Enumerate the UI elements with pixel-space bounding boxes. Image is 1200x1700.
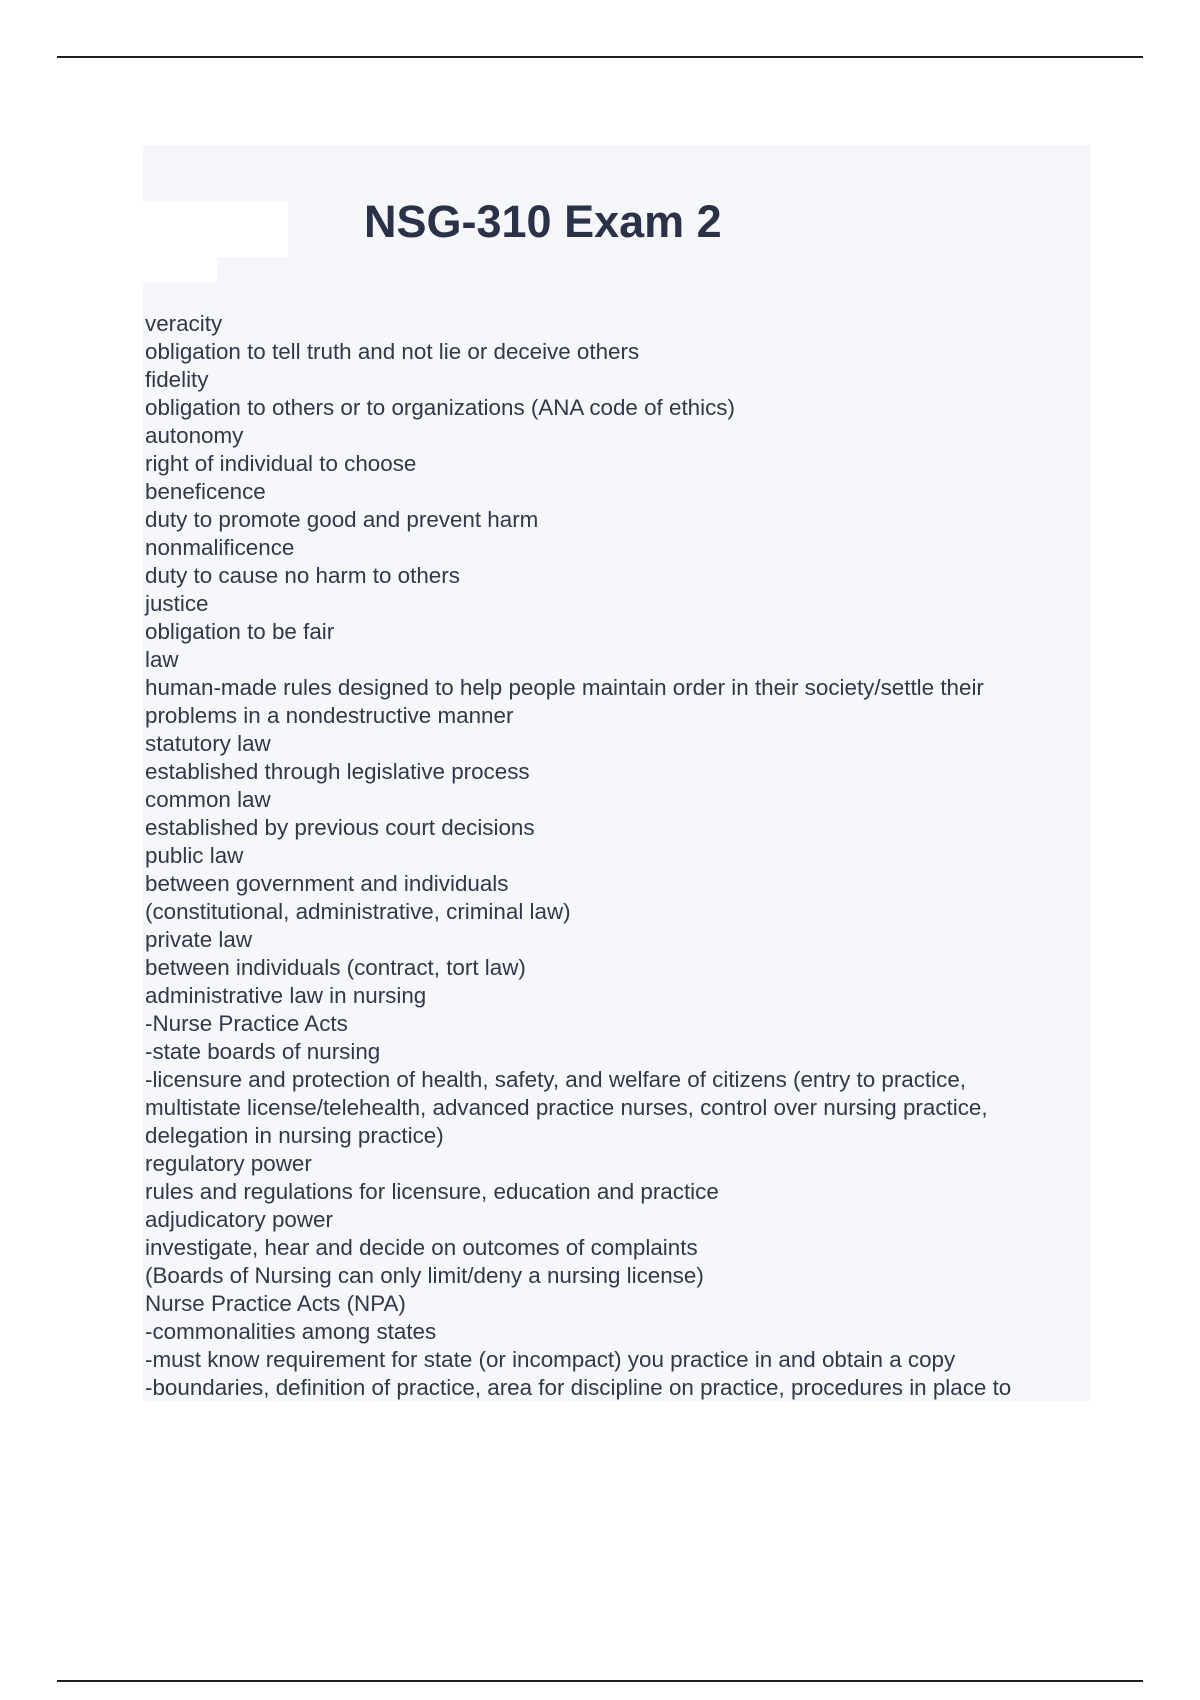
text-line: rules and regulations for licensure, education and practice [145, 1179, 719, 1204]
document-body [145, 310, 1085, 1402]
redaction-block [143, 202, 288, 257]
text-line: statutory law [145, 731, 271, 756]
text-line: beneficence [145, 479, 266, 504]
text-line: between individuals (contract, tort law) [145, 955, 526, 980]
text-line: nonmalificence [145, 535, 295, 560]
top-divider [57, 56, 1143, 58]
text-line: (Boards of Nursing can only limit/deny a nursing license) [145, 1263, 704, 1288]
text-line: between government and individuals [145, 871, 509, 896]
text-line: autonomy [145, 423, 244, 448]
text-line: problems in a nondestructive manner [145, 703, 514, 728]
text-line: -must know requirement for state (or incompact) you practice in and obtain a copy [145, 1347, 956, 1372]
text-line: established through legislative process [145, 759, 530, 784]
text-line: obligation to tell truth and not lie or deceive others [145, 339, 640, 364]
text-line: -state boards of nursing [145, 1039, 381, 1064]
text-line: adjudicatory power [145, 1207, 333, 1232]
document-page [143, 145, 1091, 1401]
text-line: duty to cause no harm to others [145, 563, 460, 588]
text-line: -Nurse Practice Acts [145, 1011, 348, 1036]
text-line: -commonalities among states [145, 1319, 437, 1344]
text-line: human-made rules designed to help people maintain order in their society/settle their [145, 675, 984, 700]
text-line: regulatory power [145, 1151, 312, 1176]
text-line: right of individual to choose [145, 451, 417, 476]
text-line: delegation in nursing practice) [145, 1123, 444, 1148]
text-line: Nurse Practice Acts (NPA) [145, 1291, 406, 1316]
text-line: -boundaries, definition of practice, area for discipline on practice, procedures in place to [145, 1375, 1012, 1400]
text-line: private law [145, 927, 253, 952]
text-line: veracity [145, 311, 223, 336]
text-line: law [145, 647, 179, 672]
redaction-block [143, 257, 217, 283]
text-line: common law [145, 787, 271, 812]
text-line: justice [145, 591, 209, 616]
text-line: investigate, hear and decide on outcomes of complaints [145, 1235, 698, 1260]
text-line: public law [145, 843, 244, 868]
text-line: fidelity [145, 367, 209, 392]
text-line: obligation to be fair [145, 619, 335, 644]
text-line: (constitutional, administrative, criminal law) [145, 899, 571, 924]
text-line: -licensure and protection of health, safety, and welfare of citizens (entry to practice, [145, 1067, 966, 1092]
text-line: duty to promote good and prevent harm [145, 507, 539, 532]
text-line: multistate license/telehealth, advanced practice nurses, control over nursing practice, [145, 1095, 988, 1120]
text-line: administrative law in nursing [145, 983, 427, 1008]
bottom-divider [57, 1680, 1143, 1682]
text-line: obligation to others or to organizations (ANA code of ethics) [145, 395, 735, 420]
document-title: NSG-310 Exam 2 [364, 196, 722, 247]
text-line: established by previous court decisions [145, 815, 535, 840]
